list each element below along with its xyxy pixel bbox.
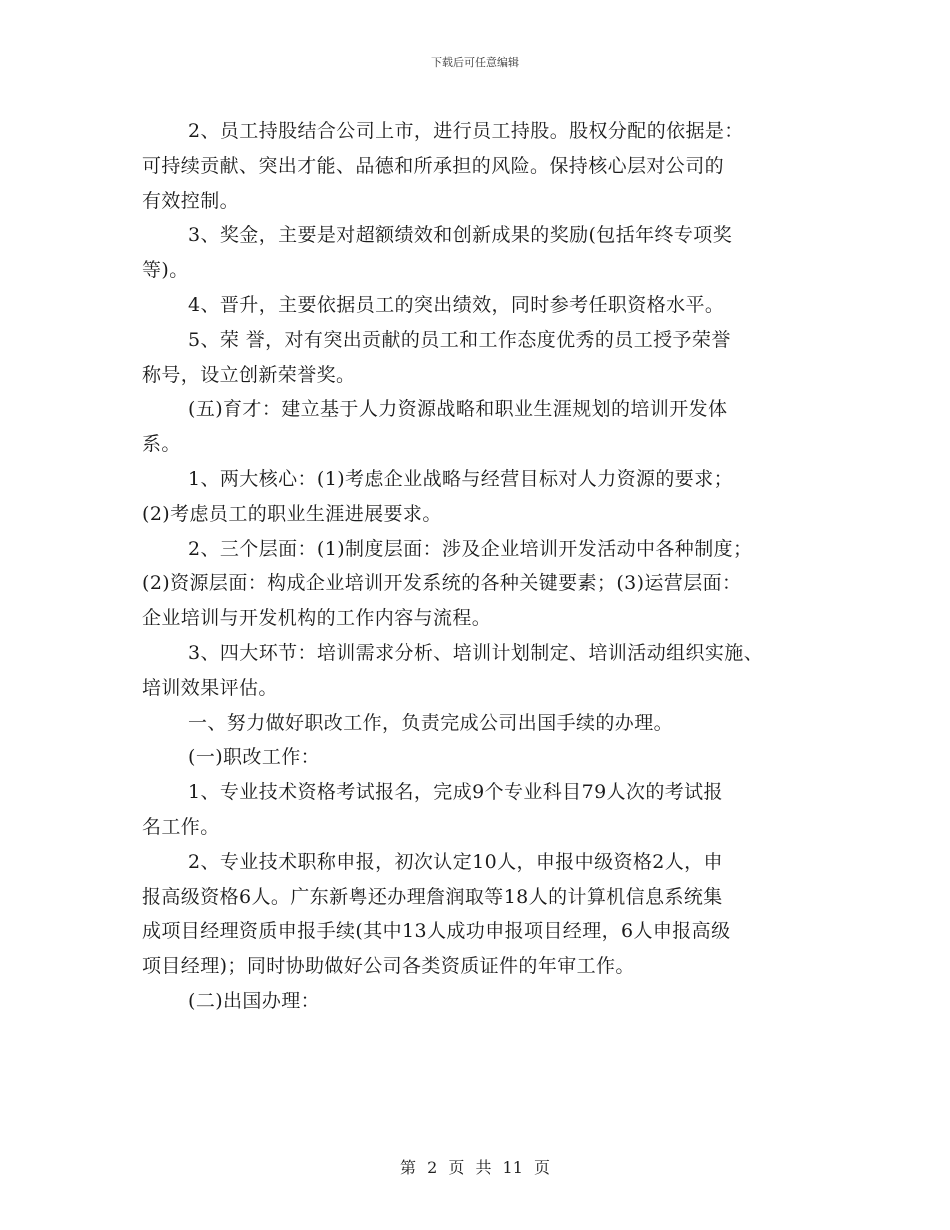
paragraph-line: 报高级资格6人。广东新粤还办理詹润取等18人的计算机信息系统集 — [142, 885, 723, 908]
paragraph-first-line: 3、奖金，主要是对超额绩效和创新成果的奖励(包括年终专项奖 — [188, 224, 733, 247]
paragraph-line: 企业培训与开发机构的工作内容与流程。 — [142, 607, 492, 630]
paragraph-line: (2)考虑员工的职业生涯进展要求。 — [142, 502, 442, 525]
paragraph-first-line: 2、专业技术职称申报，初次认定10人，申报中级资格2人，申 — [188, 850, 723, 873]
paragraph-line: 培训效果评估。 — [142, 676, 278, 699]
paragraph-line: 可持续贡献、突出才能、品德和所承担的风险。保持核心层对公司的 — [142, 154, 725, 177]
paragraph-first-line: 一、努力做好职改工作，负责完成公司出国手续的办理。 — [188, 711, 674, 734]
paragraph-first-line: (二)出国办理： — [188, 989, 321, 1012]
paragraph-line: (2)资源层面：构成企业培训开发系统的各种关键要素；(3)运营层面： — [142, 572, 742, 595]
paragraph-line: 名工作。 — [142, 815, 220, 838]
paragraph-line: 成项目经理资质申报手续(其中13人成功申报项目经理，6人申报高级 — [142, 920, 731, 943]
paragraph-first-line: 5、荣 誉，对有突出贡献的员工和工作态度优秀的员工授予荣誉 — [188, 328, 731, 351]
paragraph-first-line: 2、三个层面：(1)制度层面：涉及企业培训开发活动中各种制度； — [188, 537, 753, 560]
page-header: 下载后可任意编辑 — [431, 56, 519, 69]
paragraph-first-line: 2、员工持股结合公司上市，进行员工持股。股权分配的依据是： — [188, 120, 744, 142]
paragraph-line: 项目经理)；同时协助做好公司各类资质证件的年审工作。 — [142, 955, 635, 978]
paragraph-first-line: 1、专业技术资格考试报名，完成9个专业科目79人次的考试报 — [188, 781, 723, 804]
paragraph-line: 系。 — [142, 433, 181, 456]
paragraph-line: 等)。 — [142, 259, 189, 282]
paragraph-first-line: 1、两大核心：(1)考虑企业战略与经营目标对人力资源的要求； — [188, 467, 734, 490]
paragraph-first-line: 4、晋升，主要依据员工的突出绩效，同时参考任职资格水平。 — [188, 293, 725, 316]
paragraph-first-line: (五)育才：建立基于人力资源战略和职业生涯规划的培训开发体 — [188, 398, 728, 421]
paragraph-first-line: (一)职改工作： — [188, 746, 321, 769]
document-body — [142, 114, 822, 1019]
paragraph-first-line: 3、四大环节：培训需求分析、培训计划制定、培训活动组织实施、 — [188, 641, 764, 664]
paragraph-line: 有效控制。 — [142, 189, 240, 212]
paragraph-line: 称号，设立创新荣誉奖。 — [142, 363, 356, 386]
page-footer: 第 2 页 共 11 页 — [400, 1158, 550, 1177]
